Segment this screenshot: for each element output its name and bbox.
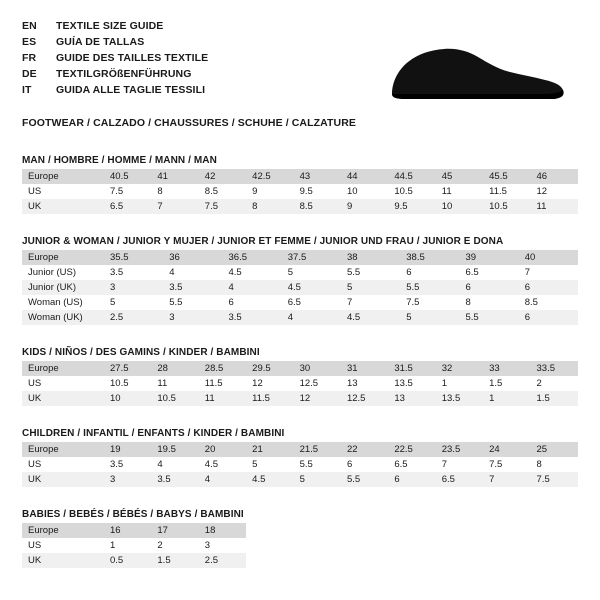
cell: 41 [151,169,198,184]
cell: 33 [483,361,530,376]
cell: 1 [110,540,116,551]
cell: 3 [204,540,211,551]
cell-empty [436,523,483,538]
cell: 4.5 [282,280,341,295]
cell: 4.5 [228,267,242,278]
cell: 5.5 [460,310,519,325]
cell: 3.5 [223,310,282,325]
cell: 19 [104,442,151,457]
cell: 22 [341,442,388,457]
cell-empty [294,553,341,568]
size-table-junior-woman [22,250,578,325]
table-row [22,295,578,310]
language-rows [22,18,208,98]
cell: 33.5 [531,361,578,376]
cell: 28.5 [199,361,246,376]
block-title: JUNIOR & WOMAN / JUNIOR Y MUJER / JUNIOR ET FEMME / JUNIOR UND FRAU / JUNIOR E DONA [22,236,504,247]
table-row [22,184,578,199]
cell: 10.5 [110,378,129,389]
cell: 31.5 [388,361,435,376]
cell: 45.5 [483,169,530,184]
cell: 5.5 [400,280,459,295]
cell: 5 [341,280,400,295]
cell: 38.5 [400,250,459,265]
cell: 12 [294,391,341,406]
table-row [22,169,578,184]
cell: 37.5 [282,250,341,265]
cell: 3.5 [110,267,124,278]
row-label: Europe [22,361,104,376]
cell: 5 [287,267,294,278]
cell: 6 [460,280,519,295]
cell: 4.5 [246,472,293,487]
cell: 29.5 [246,361,293,376]
size-table-man [22,169,578,214]
cell-empty [388,523,435,538]
cell: 8 [246,199,293,214]
row-label: UK [22,391,104,406]
cell: 10.5 [151,391,198,406]
cell: 46 [531,169,578,184]
cell: 10 [436,199,483,214]
cell: 7 [151,199,198,214]
row-label: Woman (US) [28,297,83,308]
cell: 36.5 [223,250,282,265]
cell-empty [246,523,293,538]
cell: 7 [483,472,530,487]
cell: 7.5 [489,459,503,470]
row-label: Europe [22,169,104,184]
cell: 6.5 [287,297,301,308]
cell: 3 [104,280,163,295]
cell: 6.5 [465,267,479,278]
table-row [22,457,578,472]
cell: 0.5 [104,553,151,568]
footwear-section-title: FOOTWEAR / CALZADO / CHAUSSURES / SCHUHE / CALZATURE [22,117,357,129]
language-code: IT [22,84,32,96]
cell: 6.5 [436,472,483,487]
row-label: Europe [22,523,104,538]
size-table-kids [22,361,578,406]
cell: 3 [163,310,222,325]
cell: 27.5 [104,361,151,376]
cell: 39 [460,250,519,265]
cell: 6 [406,267,412,278]
language-title: TEXTILE SIZE GUIDE [56,20,164,32]
cell: 2 [536,378,542,389]
row-label: US [28,186,42,197]
language-row [22,18,208,34]
cell: 6.5 [394,459,408,470]
row-label: US [28,378,42,389]
cell-empty [483,523,530,538]
language-title: GUIDE DES TAILLES TEXTILE [56,52,209,64]
cell: 42.5 [246,169,293,184]
cell-empty [531,523,578,538]
cell: 42 [199,169,246,184]
cell: 20 [199,442,246,457]
language-title: GUÍA DE TALLAS [56,36,145,48]
cell-empty [483,538,530,553]
cell: 7 [441,459,448,470]
cell: 11.5 [246,391,293,406]
cell: 19.5 [151,442,198,457]
cell: 5 [400,310,459,325]
table-row [22,310,578,325]
cell: 5.5 [299,459,313,470]
cell-empty [531,553,578,568]
cell: 2 [157,540,163,551]
document-header [22,18,578,104]
row-label: Junior (US) [28,267,77,278]
cell-empty [388,538,435,553]
cell-empty [388,553,435,568]
cell: 5 [252,459,258,470]
language-row [22,50,208,66]
language-code: EN [22,20,37,32]
size-table-children [22,442,578,487]
cell: 24 [483,442,530,457]
cell: 7.5 [531,472,578,487]
cell: 44.5 [388,169,435,184]
cell: 6 [519,310,578,325]
size-block-children [22,428,578,487]
row-label: Europe [22,442,104,457]
language-code: FR [22,52,37,64]
cell: 23.5 [436,442,483,457]
cell: 6.5 [104,199,151,214]
cell: 3.5 [163,280,222,295]
row-label: US [28,540,42,551]
cell: 1.5 [531,391,578,406]
cell-empty [341,538,388,553]
cell: 4 [169,267,175,278]
language-row [22,82,208,98]
cell: 5 [110,297,116,308]
cell: 6 [519,280,578,295]
row-label: UK [22,472,104,487]
language-title-table [22,18,208,98]
cell: 7 [524,267,531,278]
cell: 13 [346,378,358,389]
cell: 4 [199,472,246,487]
cell: 40.5 [104,169,151,184]
cell: 12 [536,186,548,197]
cell: 1 [483,391,530,406]
cell: 1.5 [151,553,198,568]
cell-empty [531,538,578,553]
cell: 8.5 [524,297,538,308]
cell: 4 [223,280,282,295]
cell: 31 [341,361,388,376]
cell: 4.5 [341,310,400,325]
table-row [22,361,578,376]
cell-empty [246,538,293,553]
cell: 45 [436,169,483,184]
table-row [22,472,578,487]
cell: 13.5 [436,391,483,406]
cell: 12.5 [299,378,319,389]
size-block-junior-woman [22,236,578,325]
cell: 21.5 [294,442,341,457]
cell: 16 [104,523,151,538]
cell: 8 [465,297,471,308]
cell: 10.5 [394,186,413,197]
block-title: BABIES / BEBÉS / BÉBÉS / BABYS / BAMBINI [22,509,244,520]
cell: 9 [341,199,388,214]
cell: 32 [436,361,483,376]
cell: 40 [519,250,578,265]
table-row [22,523,578,538]
row-label: US [28,459,42,470]
cell: 3.5 [151,472,198,487]
language-row [22,66,208,82]
size-block-man [22,155,578,214]
cell: 35.5 [104,250,163,265]
cell: 36 [163,250,222,265]
cell: 8 [536,459,542,470]
size-block-babies [22,509,578,568]
cell: 28 [151,361,198,376]
language-code: DE [22,68,37,80]
cell: 11 [441,186,452,197]
cell-empty [436,553,483,568]
cell: 8.5 [294,199,341,214]
size-block-kids [22,347,578,406]
row-label: Europe [22,250,104,265]
cell: 3.5 [110,459,124,470]
cell: 11 [531,199,578,214]
table-row [22,391,578,406]
language-row [22,34,208,50]
table-row [22,250,578,265]
cell-empty [483,553,530,568]
size-table-babies [22,523,578,568]
table-row [22,538,578,553]
cell: 18 [199,523,246,538]
cell: 17 [151,523,198,538]
cell: 1 [441,378,448,389]
cell: 9.5 [388,199,435,214]
dress-shoe-icon [382,38,572,108]
cell: 10 [104,391,151,406]
cell-empty [341,553,388,568]
cell: 10.5 [483,199,530,214]
cell: 1.5 [489,378,503,389]
block-title: CHILDREN / INFANTIL / ENFANTS / KINDER / BAMBINI [22,428,285,439]
cell: 25 [531,442,578,457]
cell: 2.5 [199,553,246,568]
cell: 44 [341,169,388,184]
cell: 6 [346,459,353,470]
cell: 11.5 [489,186,507,197]
block-title: MAN / HOMBRE / HOMME / MANN / MAN [22,155,217,166]
cell-empty [294,538,341,553]
cell: 7 [347,297,353,308]
cell: 12.5 [341,391,388,406]
cell: 7.5 [199,199,246,214]
table-row [22,199,578,214]
cell: 4.5 [204,459,218,470]
block-title: KIDS / NIÑOS / DES GAMINS / KINDER / BAMBINI [22,347,260,358]
table-row [22,442,578,457]
cell: 38 [341,250,400,265]
cell: 22.5 [388,442,435,457]
row-label: UK [22,199,104,214]
cell: 10 [346,186,358,197]
cell: 7.5 [110,186,124,197]
cell: 8.5 [204,186,218,197]
cell: 4 [282,310,341,325]
cell: 13 [388,391,435,406]
table-row [22,553,578,568]
cell-empty [246,553,293,568]
language-title: TEXTILGRÖßENFÜHRUNG [56,68,192,80]
cell: 5.5 [347,267,361,278]
cell: 7.5 [406,297,420,308]
cell: 11 [157,378,168,389]
cell: 9.5 [299,186,313,197]
row-label: UK [22,553,104,568]
cell-empty [294,523,341,538]
language-code: ES [22,36,37,48]
cell: 6 [388,472,435,487]
cell: 8 [157,186,163,197]
row-label: Junior (UK) [22,280,104,295]
cell: 43 [294,169,341,184]
cell: 11 [199,391,246,406]
cell: 13.5 [394,378,413,389]
cell: 5 [294,472,341,487]
cell-empty [436,538,483,553]
cell-empty [341,523,388,538]
cell: 5.5 [169,297,183,308]
cell: 2.5 [104,310,163,325]
table-row [22,376,578,391]
cell: 11.5 [204,378,223,389]
cell: 21 [246,442,293,457]
cell: 6 [228,297,234,308]
cell: 3 [104,472,151,487]
table-row [22,280,578,295]
cell: 4 [157,459,163,470]
cell: 30 [294,361,341,376]
cell: 9 [252,186,258,197]
cell: 12 [252,378,263,389]
row-label: Woman (UK) [22,310,104,325]
language-title: GUIDA ALLE TAGLIE TESSILI [56,84,206,96]
cell: 5.5 [341,472,388,487]
table-row [22,265,578,280]
